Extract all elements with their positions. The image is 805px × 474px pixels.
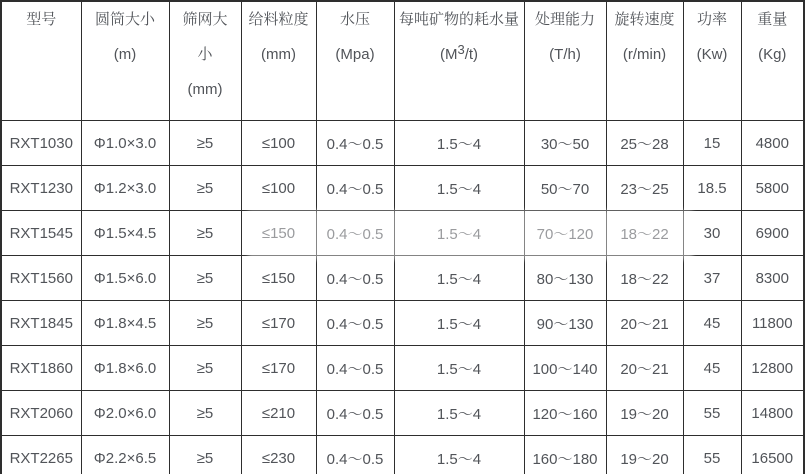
cell-power: 15 <box>683 121 741 166</box>
cell-screen-size: ≥5 <box>169 391 241 436</box>
cell-capacity: 30～50 <box>524 121 606 166</box>
header-line: (Kw) <box>696 46 728 63</box>
table-header <box>1 1 804 121</box>
header-line <box>395 42 524 63</box>
cell-feed-size: ≤210 <box>241 391 316 436</box>
column-header-water-pressure <box>316 1 394 121</box>
cell-power: 18.5 <box>683 166 741 211</box>
cell-weight: 16500 <box>741 436 804 474</box>
cell-feed-size: ≤150 <box>241 256 316 301</box>
header-line: (T/h) <box>549 46 581 63</box>
cell-water-consumption: 1.5～4 <box>394 391 524 436</box>
cell-water-consumption: 1.5～4 <box>394 346 524 391</box>
cell-drum-size: Φ2.2×6.5 <box>81 436 169 474</box>
cell-weight: 11800 <box>741 301 804 346</box>
column-header-weight <box>741 1 804 121</box>
header-unit-post: /t) <box>464 46 479 63</box>
cell-rotation-speed: 19～20 <box>606 391 683 436</box>
cell-feed-size: ≤170 <box>241 301 316 346</box>
column-header-rotation-speed <box>606 1 683 121</box>
table-row <box>1 211 804 256</box>
header-line: 功率 <box>696 11 727 28</box>
header-line: (Mpa) <box>335 46 375 63</box>
cell-weight: 6900 <box>741 211 804 256</box>
cell-screen-size: ≥5 <box>169 166 241 211</box>
cell-drum-size: Φ1.0×3.0 <box>81 121 169 166</box>
cell-screen-size: ≥5 <box>169 301 241 346</box>
cell-water-pressure: 0.4～0.5 <box>316 436 394 474</box>
cell-capacity: 90～130 <box>524 301 606 346</box>
header-line: 圆筒大小 <box>94 11 155 28</box>
column-header-water-consumption <box>394 1 524 121</box>
cell-water-consumption: 1.5～4 <box>394 436 524 474</box>
cell-model: RXT1230 <box>1 166 81 211</box>
cell-model: RXT1560 <box>1 256 81 301</box>
cell-drum-size: Φ1.8×4.5 <box>81 301 169 346</box>
cell-power: 30 <box>683 211 741 256</box>
header-line: 重量 <box>757 11 788 28</box>
cell-feed-size: ≤230 <box>241 436 316 474</box>
cell-rotation-speed: 23～25 <box>606 166 683 211</box>
cell-rotation-speed: 20～21 <box>606 346 683 391</box>
column-header-screen-size <box>169 1 241 121</box>
column-header-model <box>1 1 81 121</box>
header-unit-pre: (M <box>439 46 458 63</box>
header-row <box>1 1 804 121</box>
cell-screen-size: ≥5 <box>169 211 241 256</box>
cell-screen-size: ≥5 <box>169 121 241 166</box>
header-line: (Kg) <box>758 46 787 63</box>
cell-capacity: 120～160 <box>524 391 606 436</box>
cell-water-consumption: 1.5～4 <box>394 121 524 166</box>
header-line: 筛网大 <box>182 11 228 28</box>
table-row <box>1 436 804 474</box>
cell-power: 45 <box>683 301 741 346</box>
header-line: 每吨矿物的耗水量 <box>398 11 519 28</box>
cell-water-consumption: 1.5～4 <box>394 256 524 301</box>
cell-rotation-speed: 25～28 <box>606 121 683 166</box>
column-header-feed-size <box>241 1 316 121</box>
cell-weight: 4800 <box>741 121 804 166</box>
cell-capacity: 50～70 <box>524 166 606 211</box>
cell-feed-size: ≤100 <box>241 121 316 166</box>
cell-drum-size: Φ1.2×3.0 <box>81 166 169 211</box>
header-line: 旋转速度 <box>614 11 675 28</box>
header-line: 型号 <box>26 11 57 28</box>
cell-weight: 5800 <box>741 166 804 211</box>
cell-power: 37 <box>683 256 741 301</box>
cell-model: RXT1845 <box>1 301 81 346</box>
cell-model: RXT2060 <box>1 391 81 436</box>
header-line: (r/min) <box>622 46 667 63</box>
table-row <box>1 346 804 391</box>
cell-model: RXT1860 <box>1 346 81 391</box>
cell-water-pressure: 0.4～0.5 <box>316 301 394 346</box>
cell-drum-size: Φ1.8×6.0 <box>81 346 169 391</box>
header-line: (mm) <box>261 46 296 63</box>
cell-feed-size: ≤170 <box>241 346 316 391</box>
cell-weight: 14800 <box>741 391 804 436</box>
cell-weight: 8300 <box>741 256 804 301</box>
cell-drum-size: Φ2.0×6.0 <box>81 391 169 436</box>
cell-screen-size: ≥5 <box>169 256 241 301</box>
header-line: (m) <box>113 46 137 63</box>
cell-rotation-speed: 18～22 <box>606 256 683 301</box>
cell-capacity: 100～140 <box>524 346 606 391</box>
cell-water-pressure: 0.4～0.5 <box>316 121 394 166</box>
header-line: (mm) <box>187 81 223 98</box>
header-line: 水压 <box>339 11 370 28</box>
table-body <box>1 121 804 474</box>
cell-rotation-speed: 19～20 <box>606 436 683 474</box>
cell-water-pressure: 0.4～0.5 <box>316 211 394 256</box>
column-header-power <box>683 1 741 121</box>
header-line: 小 <box>197 46 213 63</box>
header-unit-sup: 3 <box>457 42 465 57</box>
cell-water-pressure: 0.4～0.5 <box>316 346 394 391</box>
cell-rotation-speed: 18～22 <box>606 211 683 256</box>
cell-weight: 12800 <box>741 346 804 391</box>
table-row <box>1 256 804 301</box>
cell-screen-size: ≥5 <box>169 346 241 391</box>
cell-screen-size: ≥5 <box>169 436 241 474</box>
table-row <box>1 301 804 346</box>
cell-water-pressure: 0.4～0.5 <box>316 166 394 211</box>
cell-feed-size: ≤150 <box>241 211 316 256</box>
cell-water-consumption: 1.5～4 <box>394 301 524 346</box>
column-header-capacity <box>524 1 606 121</box>
column-header-drum-size <box>81 1 169 121</box>
table-row <box>1 391 804 436</box>
cell-water-consumption: 1.5～4 <box>394 211 524 256</box>
cell-capacity: 80～130 <box>524 256 606 301</box>
table-row <box>1 166 804 211</box>
cell-capacity: 70～120 <box>524 211 606 256</box>
table-row <box>1 121 804 166</box>
header-line: 给料粒度 <box>248 11 309 28</box>
cell-drum-size: Φ1.5×6.0 <box>81 256 169 301</box>
cell-power: 55 <box>683 436 741 474</box>
cell-capacity: 160～180 <box>524 436 606 474</box>
cell-water-pressure: 0.4～0.5 <box>316 256 394 301</box>
header-line: 处理能力 <box>534 11 595 28</box>
cell-water-consumption: 1.5～4 <box>394 166 524 211</box>
cell-model: RXT2265 <box>1 436 81 474</box>
cell-drum-size: Φ1.5×4.5 <box>81 211 169 256</box>
cell-power: 55 <box>683 391 741 436</box>
cell-water-pressure: 0.4～0.5 <box>316 391 394 436</box>
cell-feed-size: ≤100 <box>241 166 316 211</box>
cell-model: RXT1545 <box>1 211 81 256</box>
cell-rotation-speed: 20～21 <box>606 301 683 346</box>
cell-model: RXT1030 <box>1 121 81 166</box>
cell-power: 45 <box>683 346 741 391</box>
